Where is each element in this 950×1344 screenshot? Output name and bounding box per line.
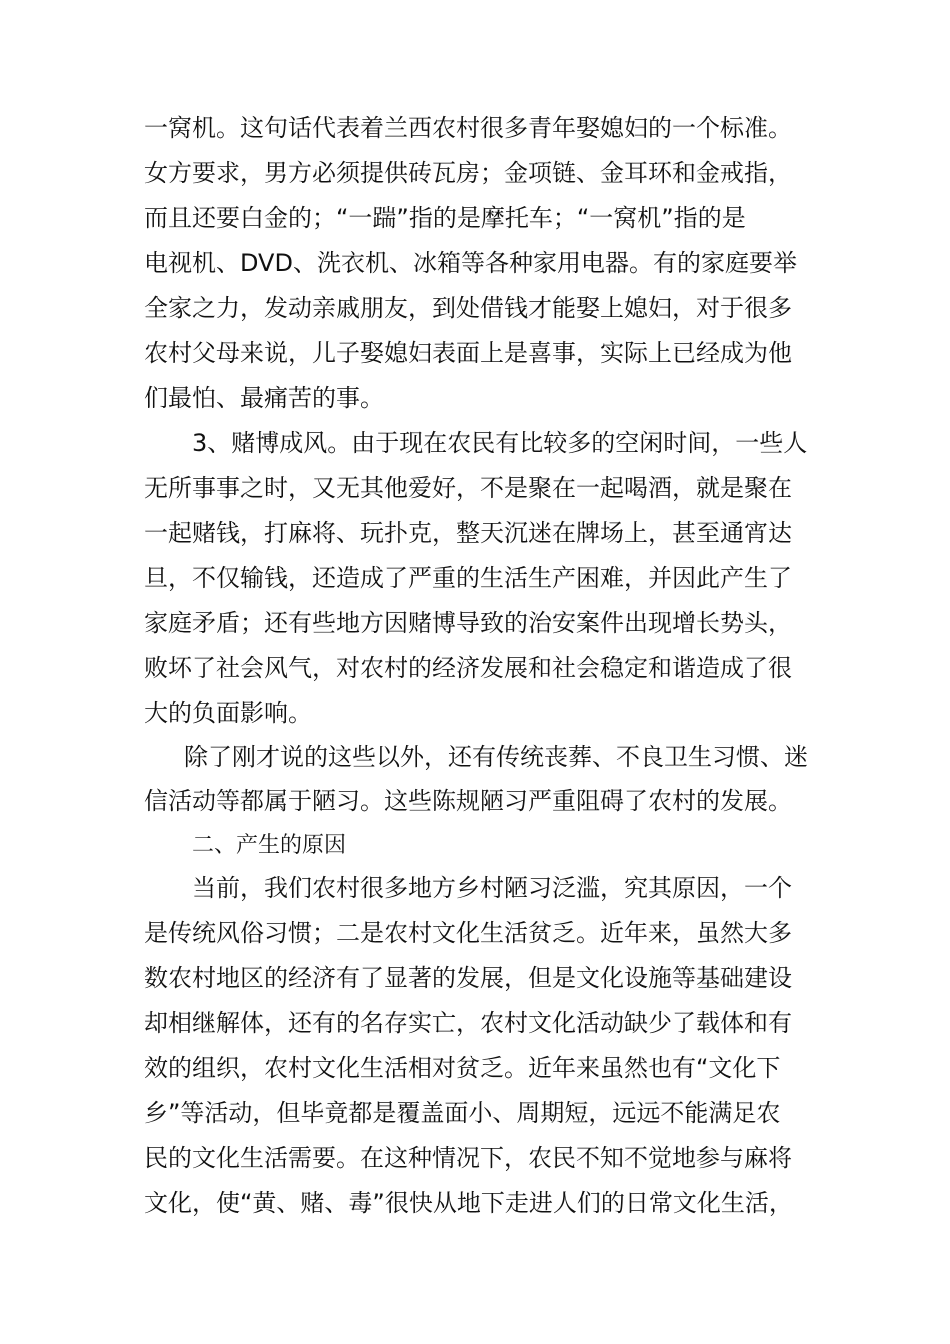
section-heading: 二、产生的原因: [192, 833, 347, 858]
text-line: 民的文化生活需要。在这种情况下，农民不知不觉地参与麻将: [144, 1144, 792, 1172]
text-line: 无所事事之时，又无其他爱好，不是聚在一起喝酒，就是聚在: [144, 474, 792, 502]
text-line: 是传统风俗习惯；二是农村文化生活贫乏。近年来，虽然大多: [144, 919, 792, 947]
text-line: 数农村地区的经济有了显著的发展，但是文化设施等基础建设: [144, 964, 792, 992]
text-line: 除了刚才说的这些以外，还有传统丧葬、不良卫生习惯、迷: [184, 743, 808, 771]
text-line: 信活动等都属于陋习。这些陈规陋习严重阻碍了农村的发展。: [144, 787, 792, 815]
text-line: 旦，不仅输钱，还造成了严重的生活生产困难，并因此产生了: [144, 564, 792, 592]
text-line: 一起赌钱，打麻将、玩扑克，整天沉迷在牌场上，甚至通宵达: [144, 519, 792, 547]
text-line: 们最怕、最痛苦的事。: [144, 384, 384, 412]
paragraph-heading-3: 3、赌博成风。由于现在农民有比较多的空闲时间，一些人: [192, 429, 808, 457]
text-line: 大的负面影响。: [144, 699, 312, 727]
text-line: 乡”等活动，但毕竟都是覆盖面小、周期短，远远不能满足农: [144, 1099, 781, 1127]
text-line: 当前，我们农村很多地方乡村陋习泛滥，究其原因，一个: [192, 874, 792, 902]
text-line: 一窝机。这句话代表着兰西农村很多青年娶媳妇的一个标准。: [144, 114, 792, 142]
text-line: 全家之力，发动亲戚朋友，到处借钱才能娶上媳妇，对于很多: [144, 294, 792, 322]
text-line: 而且还要白金的；“一踹”指的是摩托车；“一窝机”指的是: [144, 204, 746, 232]
text-line: 效的组织，农村文化生活相对贫乏。近年来虽然也有“文化下: [144, 1054, 781, 1082]
text-line: 农村父母来说，儿子娶媳妇表面上是喜事，实际上已经成为他: [144, 339, 792, 367]
text-line: 败坏了社会风气，对农村的经济发展和社会稳定和谐造成了很: [144, 654, 792, 682]
text-line: 女方要求，男方必须提供砖瓦房；金项链、金耳环和金戒指，: [144, 159, 792, 187]
text-line: 家庭矛盾；还有些地方因赌博导致的治安案件出现增长势头，: [144, 609, 792, 637]
text-line: 电视机、DVD、洗衣机、冰箱等各种家用电器。有的家庭要举: [144, 249, 797, 277]
text-line: 却相继解体，还有的名存实亡，农村文化活动缺少了载体和有: [144, 1009, 792, 1037]
text-line: 文化，使“黄、赌、毒”很快从地下走进人们的日常文化生活，: [144, 1189, 793, 1217]
